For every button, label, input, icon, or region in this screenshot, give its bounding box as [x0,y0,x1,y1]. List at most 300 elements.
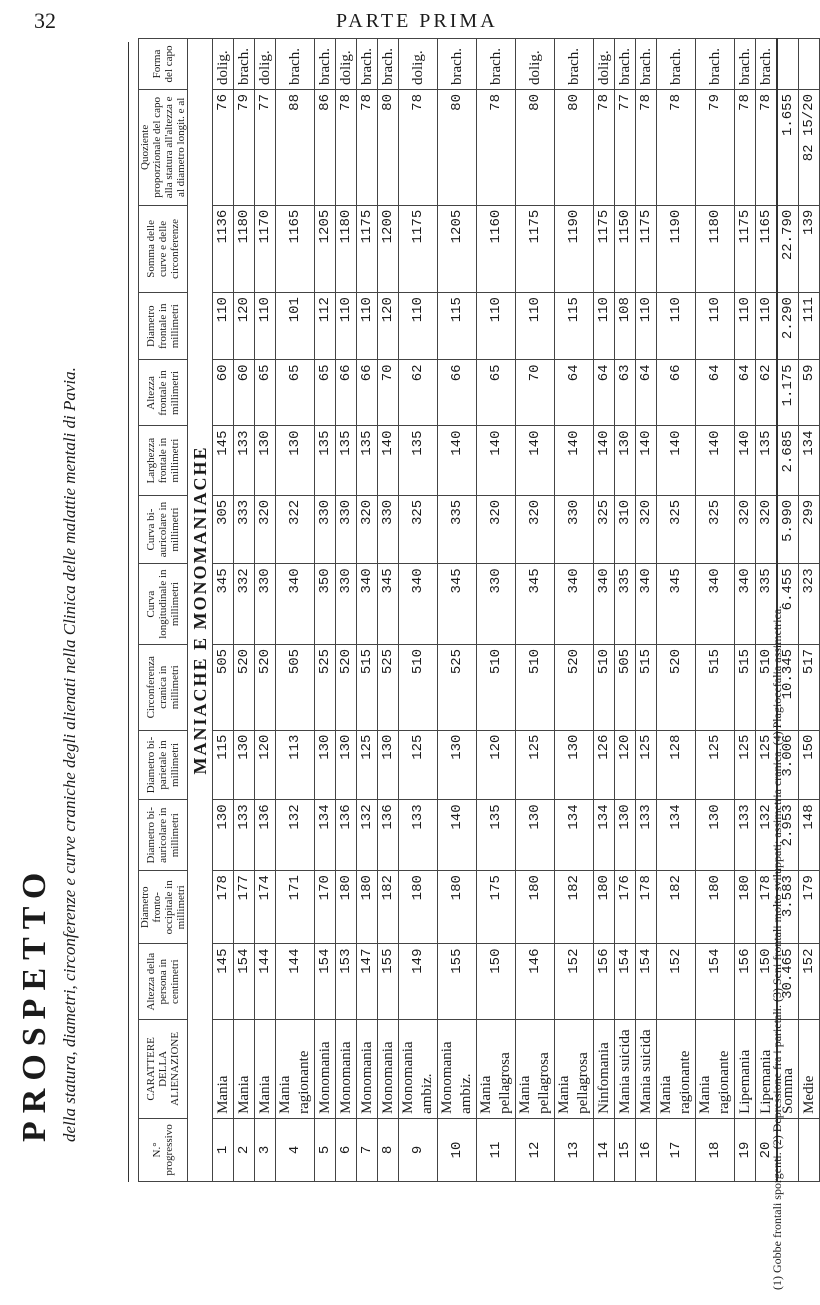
table-row [255,39,276,1182]
cell-circ: 510 [516,644,555,730]
cell-forma: dolig. [336,39,357,90]
table-row [213,39,234,1182]
cell-bipar: 126 [594,730,615,800]
cell-biaur: 134 [555,800,594,871]
cell-curva_long: 340 [735,564,756,645]
cell-alt_front: 60 [213,360,234,426]
cell-curva_biaur: 322 [276,495,315,563]
row-number: 15 [615,1118,636,1181]
cell-altezza: 152 [555,944,594,1019]
cell-fronto: 178 [213,871,234,944]
cell-curva_long: 330 [477,564,516,645]
cell-curva_biaur: 325 [696,495,735,563]
cell-diam_front: 120 [234,293,255,360]
cell-somma: 1150 [615,205,636,292]
cell-diam_front: 108 [615,293,636,360]
row-character: Monomania ambiz. [438,1019,477,1118]
cell-curva_long: 345 [378,564,399,645]
cell-larg_front: 135 [315,426,336,495]
cell-quoz: 78 [636,90,657,206]
cell-larg_front: 135 [336,426,357,495]
cell-somma: 1190 [657,205,696,292]
cell-biaur: 130 [696,800,735,871]
cell-altezza: 154 [315,944,336,1019]
document-subtitle: della statura, diametri, circonferenze e curve craniche degli alienati nella Clinica delle malattie mentali di Pavia. [60,367,79,1142]
table-row [378,39,399,1182]
cell-somma: 1165 [276,205,315,292]
cell-quoz: 80 [555,90,594,206]
cell-forma: brach. [357,39,378,90]
cell-biaur: 140 [438,800,477,871]
cell-bipar: 125 [696,730,735,800]
cell-diam_front: 110 [255,293,276,360]
cell-alt_front: 62 [756,360,778,426]
cell-bipar: 125 [756,730,778,800]
cell-diam_front: 110 [213,293,234,360]
row-number: 12 [516,1118,555,1181]
footnote: (1) Gobbe frontali sporgenti. (2) Depressione fra i parietali. (3) Seni frontali molto sviluppati; assimetria cranica. (4) Plagiocefalia assimetrica. [770,605,784,1290]
somma-curva_long: 6.455 [777,564,799,645]
cell-biaur: 132 [276,800,315,871]
cell-diam_front: 110 [357,293,378,360]
cell-curva_long: 340 [594,564,615,645]
row-character: Mania ragionante [276,1019,315,1118]
somma-altezza: 30.465 [777,944,799,1019]
cell-biaur: 130 [516,800,555,871]
cell-bipar: 125 [399,730,438,800]
blank-cell [799,1118,820,1181]
cell-fronto: 182 [378,871,399,944]
somma-larg_front: 2.685 [777,426,799,495]
cell-bipar: 125 [516,730,555,800]
row-character: Mania pellagrosa [477,1019,516,1118]
cell-circ: 520 [234,644,255,730]
header-row [139,39,188,1182]
medie-biaur: 148 [799,800,820,871]
cell-somma: 1200 [378,205,399,292]
cell-forma: brach. [636,39,657,90]
somma-circ: 10.345 [777,644,799,730]
cell-larg_front: 140 [636,426,657,495]
cell-biaur: 132 [756,800,778,871]
cell-diam_front: 110 [756,293,778,360]
table-row [657,39,696,1182]
cell-diam_front: 110 [336,293,357,360]
cell-biaur: 132 [357,800,378,871]
header-cell: Larghezza frontale in millimetri [139,426,188,495]
cell-fronto: 174 [255,871,276,944]
cell-fronto: 180 [357,871,378,944]
somma-diam_front: 2.290 [777,293,799,360]
row-number: 9 [399,1118,438,1181]
cell-quoz: 77 [615,90,636,206]
cell-fronto: 180 [399,871,438,944]
cell-altezza: 154 [696,944,735,1019]
header-cell: Diametro bi-auricolare in millimetri [139,800,188,871]
cell-curva_biaur: 325 [399,495,438,563]
cell-larg_front: 140 [438,426,477,495]
cell-circ: 525 [378,644,399,730]
cell-quoz: 77 [255,90,276,206]
cell-fronto: 180 [735,871,756,944]
cell-forma: dolig. [213,39,234,90]
cell-bipar: 125 [735,730,756,800]
vertical-rule [128,42,129,1182]
cell-circ: 510 [594,644,615,730]
cell-somma: 1175 [594,205,615,292]
cell-somma: 1180 [696,205,735,292]
medie-fronto: 179 [799,871,820,944]
cell-bipar: 130 [315,730,336,800]
cell-alt_front: 62 [399,360,438,426]
cell-somma: 1180 [336,205,357,292]
medie-label: Medie [799,1019,820,1118]
medie-quoz: 82 15/20 [799,90,820,206]
cell-forma: brach. [657,39,696,90]
table-row [555,39,594,1182]
cell-altezza: 152 [657,944,696,1019]
row-number: 10 [438,1118,477,1181]
cell-bipar: 130 [438,730,477,800]
cell-biaur: 134 [315,800,336,871]
cell-quoz: 78 [477,90,516,206]
cell-curva_long: 332 [234,564,255,645]
cell-larg_front: 145 [213,426,234,495]
cell-somma: 1170 [255,205,276,292]
cell-larg_front: 140 [696,426,735,495]
medie-somma: 139 [799,205,820,292]
cell-fronto: 182 [657,871,696,944]
header-cell: Somma delle curve e delle circonferenze [139,205,188,292]
header-cell: Altezza frontale in millimetri [139,360,188,426]
cell-larg_front: 135 [756,426,778,495]
row-number: 17 [657,1118,696,1181]
cell-somma: 1175 [357,205,378,292]
cell-alt_front: 65 [315,360,336,426]
page-number: 32 [34,8,56,33]
cell-larg_front: 140 [378,426,399,495]
cell-alt_front: 66 [336,360,357,426]
cell-curva_long: 345 [213,564,234,645]
cell-diam_front: 110 [477,293,516,360]
cell-biaur: 133 [234,800,255,871]
cell-biaur: 136 [378,800,399,871]
cell-biaur: 135 [477,800,516,871]
cell-circ: 505 [615,644,636,730]
cell-forma: brach. [756,39,778,90]
row-character: Mania pellagrosa [516,1019,555,1118]
cell-curva_biaur: 305 [213,495,234,563]
row-character: Lipemania [735,1019,756,1118]
table-row [636,39,657,1182]
cell-larg_front: 140 [735,426,756,495]
cell-circ: 510 [399,644,438,730]
cell-curva_biaur: 320 [636,495,657,563]
cell-fronto: 171 [276,871,315,944]
title-block [18,367,80,1142]
cell-diam_front: 101 [276,293,315,360]
medie-curva_long: 323 [799,564,820,645]
cell-alt_front: 65 [255,360,276,426]
cell-altezza: 146 [516,944,555,1019]
row-number: 19 [735,1118,756,1181]
cell-biaur: 133 [636,800,657,871]
header-cell: Diametro frontale in millimetri [139,293,188,360]
row-number: 7 [357,1118,378,1181]
cell-diam_front: 110 [594,293,615,360]
cell-circ: 515 [735,644,756,730]
cell-curva_long: 345 [516,564,555,645]
cell-quoz: 80 [378,90,399,206]
section-title: MANIACHE E MONOMANIACHE [188,39,213,1182]
somma-biaur: 2.953 [777,800,799,871]
cell-curva_long: 340 [636,564,657,645]
cell-circ: 525 [438,644,477,730]
cell-alt_front: 63 [615,360,636,426]
cell-altezza: 150 [756,944,778,1019]
cell-biaur: 136 [336,800,357,871]
cell-altezza: 144 [276,944,315,1019]
cell-diam_front: 112 [315,293,336,360]
row-character: Mania suicida [615,1019,636,1118]
table-row [477,39,516,1182]
cell-biaur: 133 [399,800,438,871]
cell-larg_front: 135 [399,426,438,495]
cell-curva_long: 340 [276,564,315,645]
cell-circ: 515 [636,644,657,730]
header-cell: CARATTERE DELLA ALIENAZIONE [139,1019,188,1118]
somma-curva_biaur: 5.990 [777,495,799,563]
cell-somma: 1136 [213,205,234,292]
cell-somma: 1165 [756,205,778,292]
cell-forma: brach. [438,39,477,90]
cell-quoz: 80 [516,90,555,206]
header-cell: Quoziente proporzionale del capo alla statura all'altezza e al diametro longit. e al [139,90,188,206]
cell-bipar: 125 [636,730,657,800]
cell-biaur: 136 [255,800,276,871]
somma-fronto: 3.583 [777,871,799,944]
cell-circ: 505 [276,644,315,730]
row-character: Monomania [378,1019,399,1118]
somma-label: Somma [777,1019,799,1118]
cell-bipar: 120 [615,730,636,800]
table-row [315,39,336,1182]
cell-biaur: 130 [615,800,636,871]
cell-larg_front: 140 [555,426,594,495]
cell-curva_biaur: 325 [594,495,615,563]
cell-quoz: 86 [315,90,336,206]
medie-forma [799,39,820,90]
cell-fronto: 182 [555,871,594,944]
cell-diam_front: 110 [657,293,696,360]
header-cell: Forma del capo [139,39,188,90]
cell-altezza: 153 [336,944,357,1019]
cell-alt_front: 64 [735,360,756,426]
table-row [234,39,255,1182]
row-character: Mania pellagrosa [555,1019,594,1118]
cell-alt_front: 65 [276,360,315,426]
row-number: 16 [636,1118,657,1181]
cell-alt_front: 60 [234,360,255,426]
cell-diam_front: 110 [399,293,438,360]
row-character: Mania ragionante [696,1019,735,1118]
row-number: 1 [213,1118,234,1181]
cell-curva_biaur: 330 [555,495,594,563]
section-row [188,39,213,1182]
row-character: Mania ragionante [657,1019,696,1118]
header-cell: Curva bi-auricolare in millimetri [139,495,188,563]
cell-larg_front: 130 [255,426,276,495]
cell-curva_biaur: 320 [255,495,276,563]
row-character: Mania suicida [636,1019,657,1118]
cell-curva_long: 330 [255,564,276,645]
somma-quoz: 1.655 [777,90,799,206]
cell-curva_biaur: 320 [516,495,555,563]
cell-altezza: 154 [615,944,636,1019]
cell-forma: brach. [477,39,516,90]
cell-forma: brach. [696,39,735,90]
header-cell: Diametro bi-parietale in millimetri [139,730,188,800]
cell-curva_long: 340 [696,564,735,645]
cell-somma: 1175 [399,205,438,292]
header-cell: Curva longitudinale in millimetri [139,564,188,645]
cell-fronto: 170 [315,871,336,944]
row-number: 5 [315,1118,336,1181]
cell-quoz: 78 [735,90,756,206]
cell-quoz: 76 [213,90,234,206]
cell-curva_long: 335 [756,564,778,645]
cell-somma: 1160 [477,205,516,292]
cell-curva_biaur: 310 [615,495,636,563]
cell-altezza: 154 [636,944,657,1019]
cell-bipar: 130 [555,730,594,800]
cell-alt_front: 70 [516,360,555,426]
table-row [594,39,615,1182]
cell-alt_front: 65 [477,360,516,426]
medie-bipar: 150 [799,730,820,800]
row-character: Monomania [357,1019,378,1118]
cell-forma: brach. [615,39,636,90]
cell-curva_long: 340 [555,564,594,645]
row-character: Mania [234,1019,255,1118]
cell-bipar: 113 [276,730,315,800]
table-row [438,39,477,1182]
row-character: Monomania ambiz. [399,1019,438,1118]
cell-curva_biaur: 330 [336,495,357,563]
row-number: 3 [255,1118,276,1181]
cell-larg_front: 140 [594,426,615,495]
row-number: 6 [336,1118,357,1181]
cell-fronto: 180 [594,871,615,944]
cell-altezza: 156 [594,944,615,1019]
cell-forma: brach. [555,39,594,90]
table-row [276,39,315,1182]
cell-somma: 1205 [438,205,477,292]
cell-circ: 510 [756,644,778,730]
cell-altezza: 150 [477,944,516,1019]
cell-quoz: 78 [336,90,357,206]
header-cell: Altezza della persona in centimetri [139,944,188,1019]
cell-circ: 520 [336,644,357,730]
cell-somma: 1205 [315,205,336,292]
cell-somma: 1190 [555,205,594,292]
cell-somma: 1175 [735,205,756,292]
medie-larg_front: 134 [799,426,820,495]
cell-curva_long: 350 [315,564,336,645]
row-character: Mania [213,1019,234,1118]
cell-fronto: 178 [636,871,657,944]
row-number: 11 [477,1118,516,1181]
cell-circ: 505 [213,644,234,730]
cell-circ: 515 [696,644,735,730]
cell-altezza: 144 [255,944,276,1019]
cell-quoz: 79 [696,90,735,206]
cell-altezza: 149 [399,944,438,1019]
cell-alt_front: 66 [438,360,477,426]
running-title: PARTE PRIMA [336,10,498,32]
medie-row [799,39,820,1182]
cell-curva_biaur: 330 [315,495,336,563]
cell-fronto: 175 [477,871,516,944]
table-row [615,39,636,1182]
cell-curva_long: 340 [399,564,438,645]
cell-fronto: 180 [516,871,555,944]
row-number: 13 [555,1118,594,1181]
table-row [735,39,756,1182]
cell-fronto: 178 [756,871,778,944]
cell-altezza: 155 [378,944,399,1019]
table-row [696,39,735,1182]
table-body [188,39,820,1182]
header-cell: Diametro fronto-occipitale in millimetri [139,871,188,944]
cell-altezza: 154 [234,944,255,1019]
cell-alt_front: 70 [378,360,399,426]
cell-alt_front: 66 [357,360,378,426]
cell-larg_front: 140 [477,426,516,495]
cell-curva_long: 335 [615,564,636,645]
cell-forma: dolig. [594,39,615,90]
cell-curva_long: 345 [657,564,696,645]
medie-diam_front: 111 [799,293,820,360]
cell-circ: 520 [657,644,696,730]
cell-quoz: 80 [438,90,477,206]
cell-diam_front: 120 [378,293,399,360]
cell-fronto: 180 [438,871,477,944]
cell-quoz: 78 [756,90,778,206]
cell-forma: dolig. [516,39,555,90]
cell-alt_front: 66 [657,360,696,426]
cell-biaur: 133 [735,800,756,871]
table-row [336,39,357,1182]
cell-somma: 1180 [234,205,255,292]
cell-curva_biaur: 320 [756,495,778,563]
cell-forma: brach. [378,39,399,90]
cell-bipar: 130 [234,730,255,800]
cell-larg_front: 133 [234,426,255,495]
header-cell: N.° progressivo [139,1118,188,1181]
cell-biaur: 134 [657,800,696,871]
cell-forma: brach. [234,39,255,90]
cell-fronto: 180 [696,871,735,944]
cell-quoz: 78 [594,90,615,206]
cell-diam_front: 110 [735,293,756,360]
cell-diam_front: 110 [636,293,657,360]
cell-quoz: 88 [276,90,315,206]
cell-curva_biaur: 320 [357,495,378,563]
table-row [516,39,555,1182]
cell-diam_front: 110 [696,293,735,360]
cell-altezza: 156 [735,944,756,1019]
